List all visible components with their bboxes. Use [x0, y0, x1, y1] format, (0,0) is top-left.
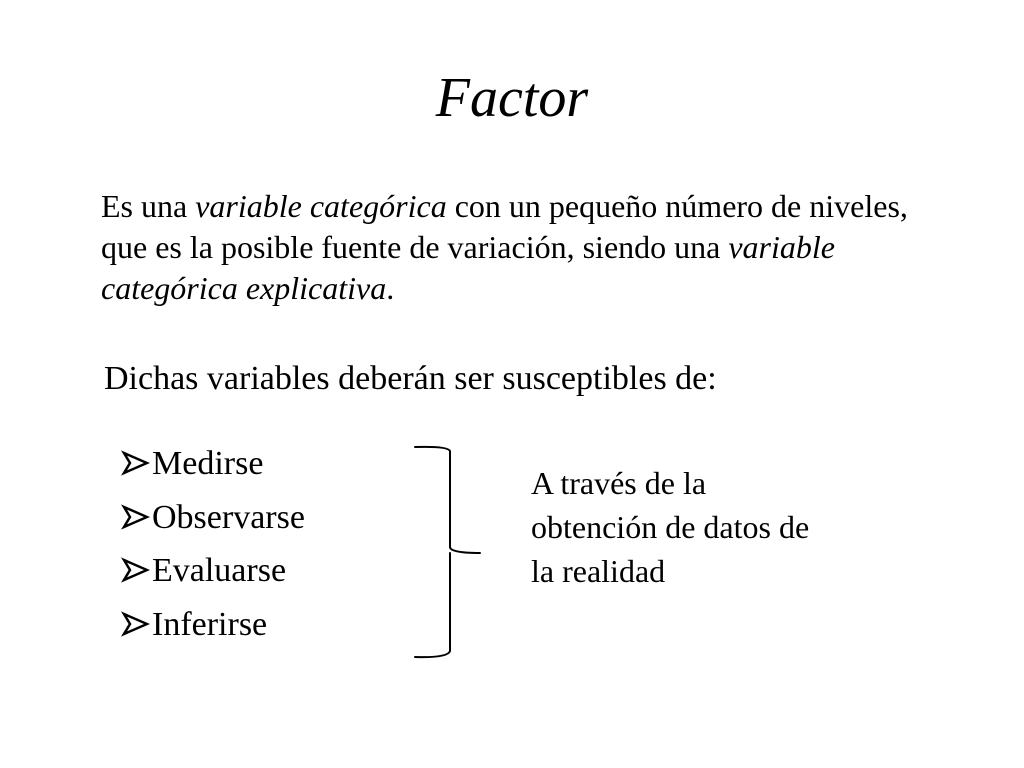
right-brace-icon [410, 445, 490, 661]
bullet-label: Evaluarse [152, 552, 287, 589]
side-note [531, 461, 891, 593]
subheading: Dichas variables deberán ser susceptibles de: [104, 360, 717, 397]
bullet-label: Medirse [152, 445, 264, 482]
list-item [121, 491, 305, 545]
arrowhead-bullet-icon [121, 557, 150, 583]
slide-title: Factor [435, 67, 589, 129]
side-note-line: la realidad [531, 553, 666, 589]
list-item [121, 544, 305, 598]
definition-text-1: Es una [101, 188, 196, 224]
definition-text-2: con un pequeño número de niveles, que es la posible fuente de variación, siendo una [101, 188, 908, 265]
side-note-line: A través de la [531, 465, 707, 501]
definition-term-2: variable categórica explicativa [101, 229, 835, 306]
arrowhead-bullet-icon [121, 450, 150, 476]
bullet-label: Observarse [152, 498, 305, 536]
definition-text-3: . [386, 270, 395, 306]
side-note-line: obtención de datos de [531, 509, 810, 545]
bullet-list [121, 437, 305, 651]
list-item [121, 437, 305, 491]
bullet-label: Inferirse [152, 605, 268, 643]
definition-paragraph [101, 186, 961, 309]
definition-term-1: variable categórica [195, 188, 447, 224]
list-item [121, 598, 305, 652]
arrowhead-bullet-icon [121, 504, 150, 530]
arrowhead-bullet-icon [121, 611, 150, 637]
